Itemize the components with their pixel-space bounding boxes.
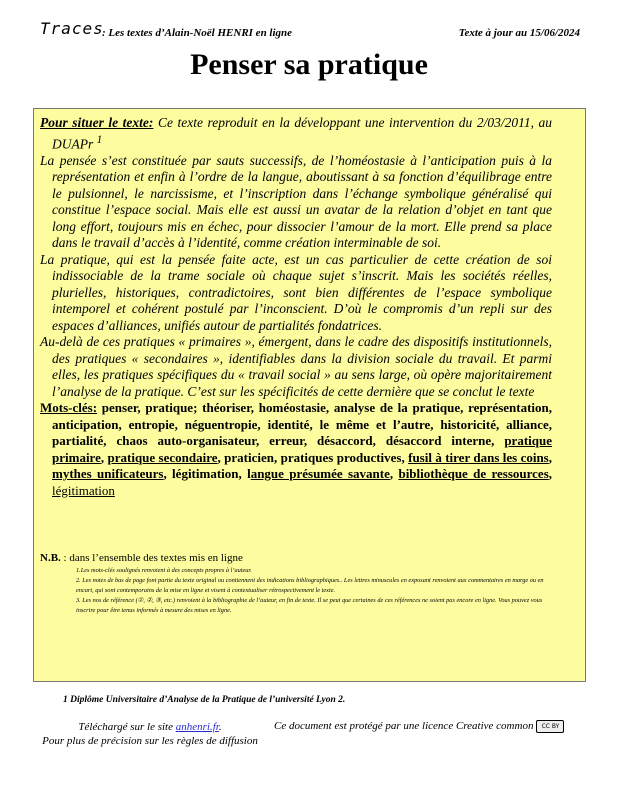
keyword-link[interactable]: légitimation xyxy=(52,482,115,498)
nb-note xyxy=(40,552,560,564)
keyword-link[interactable]: bibliothèque de ressources xyxy=(398,466,549,481)
keywords-middle: , praticien, pratiques productives, xyxy=(217,449,409,465)
keywords-paragraph xyxy=(40,400,552,499)
keyword-link[interactable]: pratique primaire xyxy=(52,433,552,465)
summary-content xyxy=(40,115,552,499)
situer-text: Ce texte reproduit en la développant une intervention du 2/03/2011, au DUAPr xyxy=(52,115,552,151)
nb-label: N.B. xyxy=(40,552,61,564)
nb-note-item: 3. Les nos de référence (①, ②, ③, etc.) renvoient à la bibliographie de l’auteur, en fin de texte. Il se peut que certaines de ces références ne soient pas encore en ligne. Vous pouvez vous inscrire pour être tenus informés à mesure des mises en ligne. xyxy=(76,597,543,614)
keyword-separator: , xyxy=(548,466,553,481)
nb-notes-list xyxy=(76,566,556,616)
nb-text: : dans l’ensemble des textes mis en ligne xyxy=(60,552,243,564)
page-header xyxy=(40,19,580,45)
diffusion-text: Pour plus de précision sur les règles de diffusion xyxy=(42,735,258,747)
keyword-separator: , xyxy=(389,466,399,481)
header-date: Texte à jour au 15/06/2024 xyxy=(458,27,580,39)
keyword-separator: , xyxy=(548,449,552,465)
keywords-label: Mots-clés: xyxy=(40,400,98,415)
footer-license xyxy=(274,720,564,733)
paragraph-pratique: La pratique, qui est la pensée faite acte, est un cas particulier de cette création de soi indissociable de la trame sociale où chaque sujet s’inscrit. Mais les sociétés réelles, plurielles, historiques, contradictoires, sont bien différentes de l’espace symbolique intemporel et cohérent postulé par l’inconscient. D’où le compromis d’un repli sur des espaces d’alliances, unifiés autour de partialités fondatrices. xyxy=(40,251,552,333)
download-suffix: . xyxy=(218,721,222,733)
keyword-link[interactable]: angue présumée savante xyxy=(250,466,390,481)
nb-note-item: 1.Les mots-clés soulignés renvoient à des concepts propres à l’auteur. xyxy=(76,567,252,574)
site-link[interactable]: anhenri.fr xyxy=(175,721,219,733)
brand-logo: Traces xyxy=(40,19,104,38)
keyword-link[interactable]: pratique secondaire xyxy=(107,449,218,465)
paragraph-pensee: La pensée s’est constituée par sauts successifs, de l’homéostasie à l’anticipation puis à la représentation et enfin à l’ordre de la langue, aboutissant à sa fonction d’équilibrage entre le pulsionnel, le narcissisme, et l’inscription dans l’échange symbolique généralisé qui constitue l’espace social. Mais elle est aussi un avatar de la relation d’objet en tant que long effort, toujours mis en échec, pour dissocier l’amour de la mort. Elle prend sa place dans le travail d’accès à l’identité, comme création interminable de soi. xyxy=(40,152,552,250)
header-subtitle: : Les textes d’Alain-Noël HENRI en ligne xyxy=(102,27,293,39)
footer-download xyxy=(30,720,270,748)
footnote: 1 Diplôme Universitaire d’Analyse de la Pratique de l’université Lyon 2. xyxy=(63,695,346,705)
nb-note-item: 2. Les notes de bas de page font partie du texte original ou contiennent des indications bibliographiques.. Les lettres minuscules en exposant renvoient aux commentaires en marge ou en encart, qui sont contemporains de la mise en ligne et visent à contextualiser rétrospectivement le texte. xyxy=(76,577,544,594)
page-title: Penser sa pratique xyxy=(190,48,428,81)
keywords-plain: penser, pratique; théoriser, homéostasie, analyse de la pratique, représentation, anticipation, entropie, néguentropie, identité, le même et l’autre, historicité, alliance, partialité, chaos auto-organisateur, erreur, désaccord, désaccord interne, xyxy=(52,400,552,448)
keyword-link[interactable]: fusil à tirer dans les coins xyxy=(408,449,549,465)
situer-label: Pour situer le texte: xyxy=(40,115,154,130)
download-text: Téléchargé sur le site xyxy=(78,721,176,733)
creative-commons-icon[interactable]: CC BY xyxy=(536,720,564,733)
footnote-ref[interactable]: 1 xyxy=(96,133,103,146)
keyword-separator: , xyxy=(100,449,108,465)
keyword-link[interactable]: mythes unificateurs xyxy=(52,466,164,481)
situer-paragraph xyxy=(40,115,552,153)
license-text: Ce document est protégé par une licence Creative common xyxy=(274,720,534,733)
keywords-middle: , légitimation, l xyxy=(163,466,251,481)
paragraph-au-dela: Au-delà de ces pratiques « primaires », émergent, dans le cadre des dispositifs institutionnels, des pratiques « secondaires », identifiables dans la division sociale du travail. Et parmi elles, les pratiques spécifiques du « travail social » au sens large, où opère majoritairement l’analyse de la pratique. C’est sur les spécificités de cette dernière que se conclut le texte xyxy=(40,334,552,399)
